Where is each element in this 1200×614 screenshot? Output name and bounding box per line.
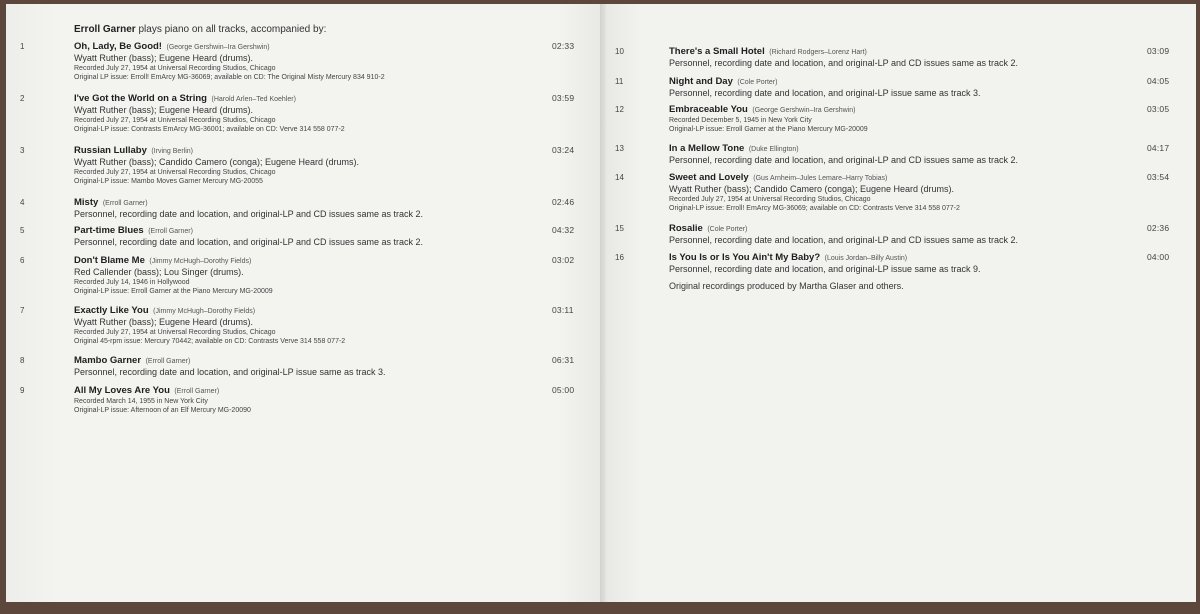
track-duration: 04:32 [552,225,575,235]
track-composer: (Erroll Garner) [145,358,191,365]
track-personnel: Wyatt Ruther (bass); Eugene Heard (drums). [74,317,253,327]
production-note: Original recordings produced by Martha Glaser and others. [669,281,904,291]
track-number: 8 [20,356,25,365]
track-personnel: Personnel, recording date and location, and original-LP issue same as track 3. [669,88,981,98]
track-entry [615,76,1170,99]
left-page [6,4,606,602]
track-heading [74,145,359,157]
track-title: Don't Blame Me [74,255,145,266]
intro-text: plays piano on all tracks, accompanied by: [138,24,327,35]
track-original-issue: Original-LP issue: Erroll Garner at the Piano Mercury MG-20009 [669,126,868,133]
track-recorded: Recorded July 27, 1954 at Universal Recording Studios, Chicago [74,329,276,336]
track-title: Mambo Garner [74,355,142,366]
track-personnel: Wyatt Ruther (bass); Candido Camero (conga); Eugene Heard (drums). [74,157,360,167]
track-composer: (Jimmy McHugh–Dorothy Fields) [149,258,252,265]
track-entry [20,41,575,82]
track-number: 11 [615,77,624,86]
track-composer: (Harold Arlen–Ted Koehler) [211,96,296,103]
track-title: Rosalie [669,223,703,234]
track-composer: (Louis Jordan–Billy Austin) [824,255,908,262]
track-duration: 03:54 [1147,172,1170,182]
track-heading [669,252,981,264]
track-composer: (Erroll Garner) [102,200,148,207]
track-duration: 03:24 [552,145,575,155]
track-recorded: Recorded July 27, 1954 at Universal Recording Studios, Chicago [74,117,276,124]
track-personnel: Personnel, recording date and location, and original-LP and CD issues same as track 2. [669,235,1019,245]
track-personnel: Wyatt Ruther (bass); Candido Camero (conga); Eugene Heard (drums). [669,184,955,194]
track-heading [74,225,423,237]
track-entry [615,172,1170,213]
track-duration: 04:17 [1147,143,1170,153]
track-heading [74,41,385,53]
track-entry [615,46,1170,69]
track-original-issue: Original LP issue: Erroll! EmArcy MG-36069; available on CD: The Original Misty Mercury 834 910-2 [74,74,385,81]
track-personnel: Wyatt Ruther (bass); Eugene Heard (drums). [74,53,253,63]
track-heading [74,355,386,367]
track-entry [20,305,574,346]
track-recorded: Recorded March 14, 1955 in New York City [74,398,208,405]
track-title: Russian Lullaby [74,145,147,156]
track-entry [20,145,575,186]
track-title: Embraceable You [669,104,748,115]
track-title: Night and Day [669,76,733,87]
track-heading [669,76,981,88]
track-entry [615,252,1170,275]
track-entry [20,93,575,134]
track-title: Sweet and Lovely [669,172,749,183]
track-composer: (Duke Ellington) [748,146,799,153]
track-title: I've Got the World on a String [74,93,207,104]
track-duration: 02:36 [1147,223,1170,233]
track-entry [20,355,575,378]
track-heading [669,46,1018,58]
track-recorded: Recorded July 27, 1954 at Universal Recording Studios, Chicago [669,196,871,203]
track-personnel: Personnel, recording date and location, and original-LP and CD issues same as track 2. [669,58,1019,68]
track-duration: 04:05 [1147,76,1170,86]
track-recorded: Recorded July 14, 1946 in Hollywood [74,279,190,286]
track-number: 12 [615,105,624,114]
track-heading [74,305,345,317]
track-duration: 04:00 [1147,252,1170,262]
right-page [606,4,1196,602]
track-duration: 03:59 [552,93,575,103]
track-heading [669,172,960,184]
track-entry [615,223,1170,246]
track-recorded: Recorded July 27, 1954 at Universal Recording Studios, Chicago [74,65,276,72]
track-entry [20,225,575,248]
track-title: Is You Is or Is You Ain't My Baby? [669,252,821,263]
track-personnel: Wyatt Ruther (bass); Eugene Heard (drums). [74,105,253,115]
track-recorded: Recorded December 5, 1945 in New York City [669,117,812,124]
track-duration: 03:09 [1147,46,1170,56]
track-title: Exactly Like You [74,305,149,316]
track-composer: (Richard Rodgers–Lorenz Hart) [769,49,867,56]
track-duration: 03:11 [552,305,574,315]
track-composer: (Cole Porter) [737,79,778,86]
track-title: In a Mellow Tone [669,143,745,154]
intro-line [74,24,326,35]
track-personnel: Red Callender (bass); Lou Singer (drums). [74,267,244,277]
track-duration: 02:33 [552,41,575,51]
page-crease [600,4,606,602]
track-number: 13 [615,144,624,153]
track-entry [20,255,575,296]
track-heading [669,104,868,116]
track-number: 2 [20,94,25,103]
track-heading [74,385,251,397]
track-heading [669,223,1018,235]
track-composer: (Jimmy McHugh–Dorothy Fields) [153,308,256,315]
track-title: Oh, Lady, Be Good! [74,41,162,52]
track-recorded: Recorded July 27, 1954 at Universal Recording Studios, Chicago [74,169,276,176]
track-duration: 05:00 [552,385,575,395]
track-number: 7 [20,306,25,315]
track-original-issue: Original-LP issue: Erroll! EmArcy MG-36069; available on CD: Contrasts Verve 314 558 077-2 [669,205,960,212]
track-original-issue: Original-LP issue: Afternoon of an Elf Mercury MG-20090 [74,407,251,414]
track-number: 3 [20,146,25,155]
track-number: 6 [20,256,25,265]
track-original-issue: Original-LP issue: Erroll Garner at the Piano Mercury MG-20009 [74,288,273,295]
track-duration: 06:31 [552,355,575,365]
track-title: Part-time Blues [74,225,144,236]
track-number: 4 [20,198,25,207]
track-entry [20,197,575,220]
track-heading [74,255,273,267]
track-duration: 03:05 [1147,104,1170,114]
track-personnel: Personnel, recording date and location, and original-LP and CD issues same as track 2. [669,155,1019,165]
track-original-issue: Original-LP issue: Mambo Moves Garner Mercury MG-20055 [74,178,263,185]
track-composer: (Irving Berlin) [151,148,193,155]
track-personnel: Personnel, recording date and location, and original-LP and CD issues same as track 2. [74,209,424,219]
track-composer: (George Gershwin–Ira Gershwin) [752,107,856,114]
track-composer: (Gus Arnheim–Jules Lemare–Harry Tobias) [753,175,888,182]
track-number: 16 [615,253,624,262]
track-entry [615,104,1170,134]
track-composer: (Erroll Garner) [174,388,220,395]
track-duration: 03:02 [552,255,575,265]
track-number: 14 [615,173,624,182]
intro-artist: Erroll Garner [74,24,136,35]
track-personnel: Personnel, recording date and location, and original-LP and CD issues same as track 2. [74,237,424,247]
track-original-issue: Original 45-rpm issue: Mercury 70442; available on CD: Contrasts Verve 314 558 077-2 [74,338,346,345]
track-number: 9 [20,386,25,395]
track-entry [615,143,1170,166]
track-number: 1 [20,42,25,51]
track-duration: 02:46 [552,197,575,207]
track-personnel: Personnel, recording date and location, and original-LP issue same as track 9. [669,264,981,274]
track-title: All My Loves Are You [74,385,170,396]
track-number: 10 [615,47,624,56]
track-heading [74,197,423,209]
track-composer: (George Gershwin–Ira Gershwin) [166,44,270,51]
track-heading [669,143,1018,155]
track-composer: (Cole Porter) [707,226,748,233]
track-number: 15 [615,224,624,233]
track-title: There's a Small Hotel [669,46,765,57]
track-entry [20,385,575,415]
track-personnel: Personnel, recording date and location, and original-LP issue same as track 3. [74,367,386,377]
track-title: Misty [74,197,99,208]
track-heading [74,93,345,105]
track-composer: (Erroll Garner) [148,228,193,235]
track-original-issue: Original-LP issue: Contrasts EmArcy MG-36001; available on CD: Verve 314 558 077-2 [74,126,345,133]
track-number: 5 [20,226,25,235]
